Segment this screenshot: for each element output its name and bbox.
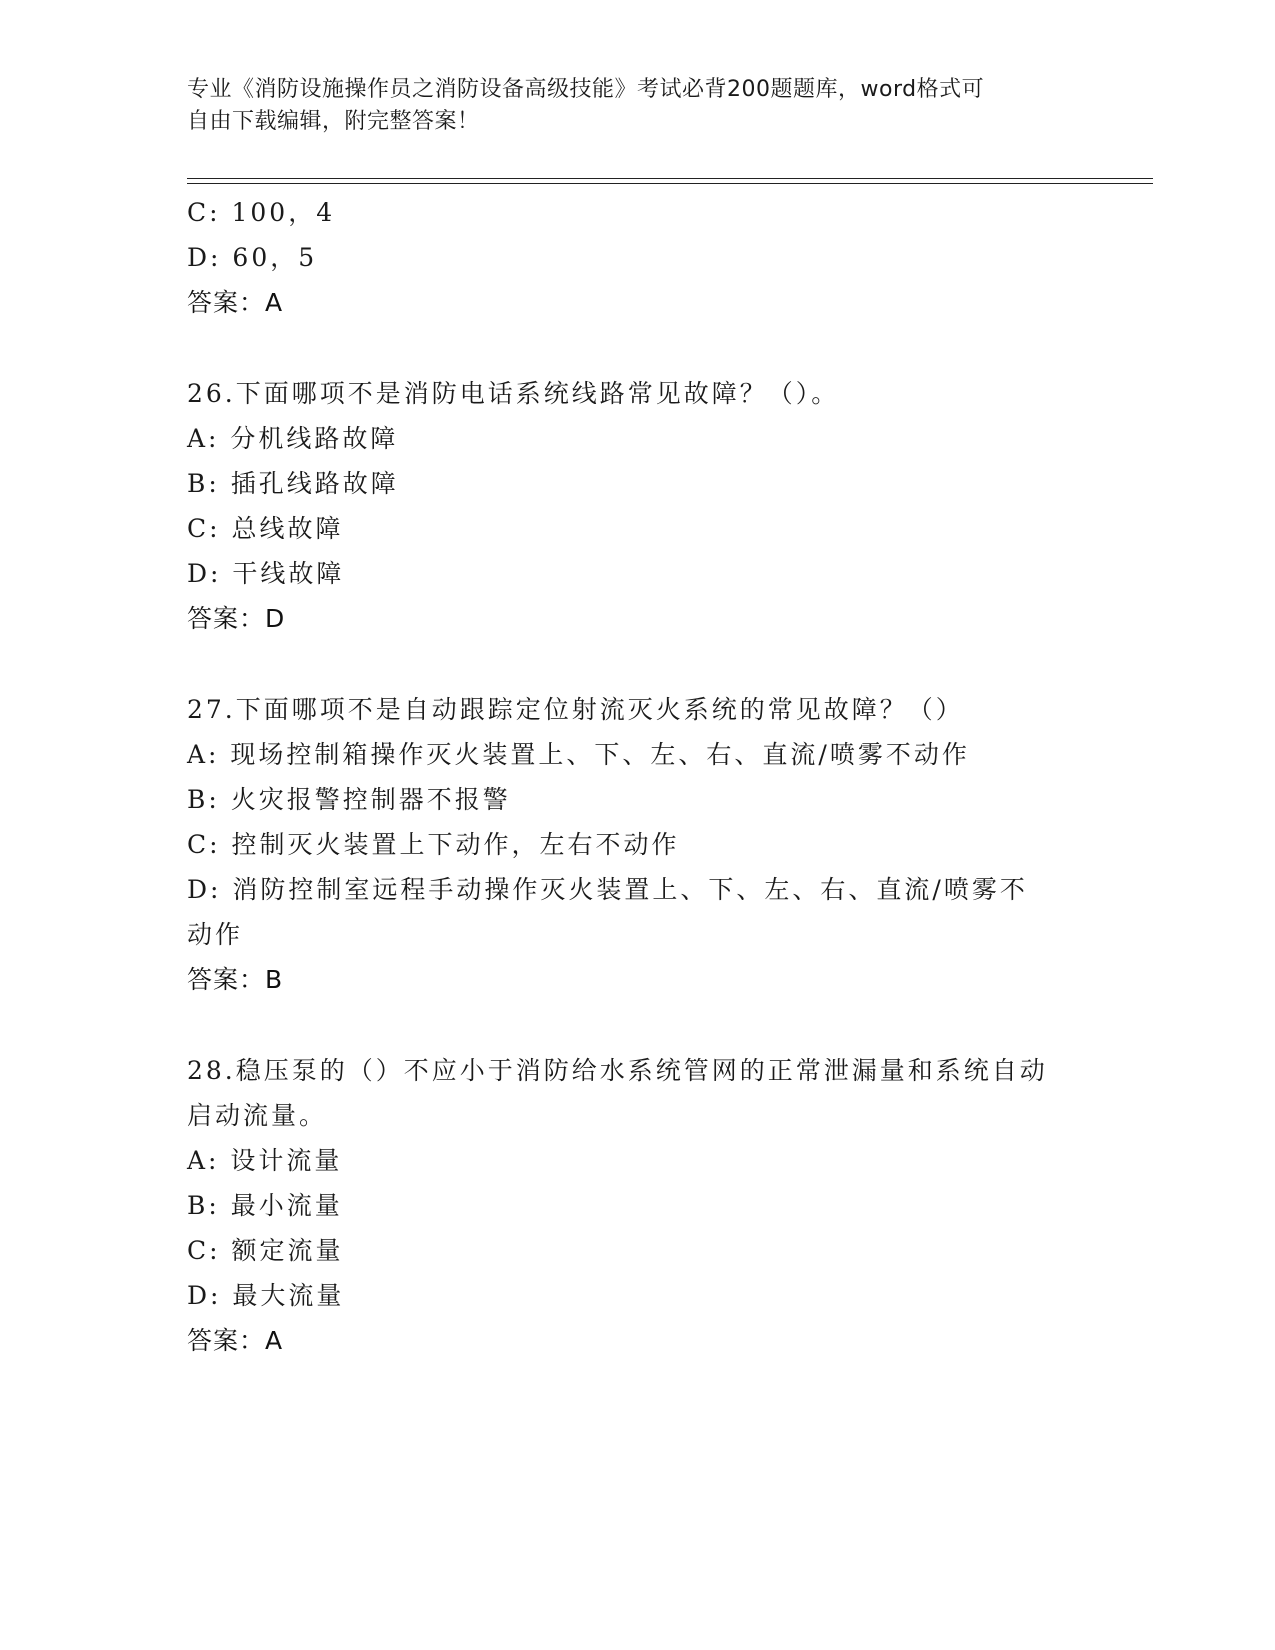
question-stem: 26.下面哪项不是消防电话系统线路常见故障？（）。 bbox=[187, 379, 840, 408]
question-stem: 28.稳压泵的（）不应小于消防给水系统管网的正常泄漏量和系统自动 bbox=[187, 1056, 1048, 1085]
option-b: B: 最小流量 bbox=[187, 1191, 343, 1220]
option-b: B: 火灾报警控制器不报警 bbox=[187, 785, 511, 814]
option-c: C: 总线故障 bbox=[187, 514, 344, 543]
header-line-2: 自由下载编辑，附完整答案！ bbox=[187, 109, 480, 134]
option-a: A: 分机线路故障 bbox=[187, 424, 399, 453]
answer-line: 答案：A bbox=[187, 1326, 284, 1355]
question-27 bbox=[187, 687, 1087, 1002]
option-d: D: 60，5 bbox=[187, 243, 318, 272]
option-c: C: 控制灭火装置上下动作，左右不动作 bbox=[187, 830, 680, 859]
answer-line: 答案：A bbox=[187, 288, 284, 317]
option-b: B: 插孔线路故障 bbox=[187, 469, 399, 498]
option-d: D: 消防控制室远程手动操作灭火装置上、下、左、右、直流/喷雾不 bbox=[187, 875, 1028, 904]
option-a: A: 现场控制箱操作灭火装置上、下、左、右、直流/喷雾不动作 bbox=[187, 740, 970, 769]
answer-line: 答案：D bbox=[187, 604, 286, 633]
header-divider-bottom bbox=[187, 183, 1153, 184]
header-divider-top bbox=[187, 178, 1153, 179]
question-26 bbox=[187, 371, 1087, 641]
document-header bbox=[187, 74, 1067, 138]
question-list bbox=[187, 190, 1087, 1363]
question-stem-continued: 启动流量。 bbox=[187, 1101, 328, 1130]
option-c: C: 额定流量 bbox=[187, 1236, 344, 1265]
header-line-1: 专业《消防设施操作员之消防设备高级技能》考试必背200题题库，word格式可 bbox=[187, 77, 985, 102]
option-a: A: 设计流量 bbox=[187, 1146, 343, 1175]
answer-line: 答案：B bbox=[187, 965, 284, 994]
question-28 bbox=[187, 1048, 1087, 1363]
option-c: C: 100，4 bbox=[187, 198, 336, 227]
question-25-tail bbox=[187, 190, 1087, 325]
option-d: D: 干线故障 bbox=[187, 559, 345, 588]
option-d: D: 最大流量 bbox=[187, 1281, 345, 1310]
option-d-continued: 动作 bbox=[187, 920, 244, 949]
question-stem: 27.下面哪项不是自动跟踪定位射流灭火系统的常见故障？（） bbox=[187, 695, 964, 724]
